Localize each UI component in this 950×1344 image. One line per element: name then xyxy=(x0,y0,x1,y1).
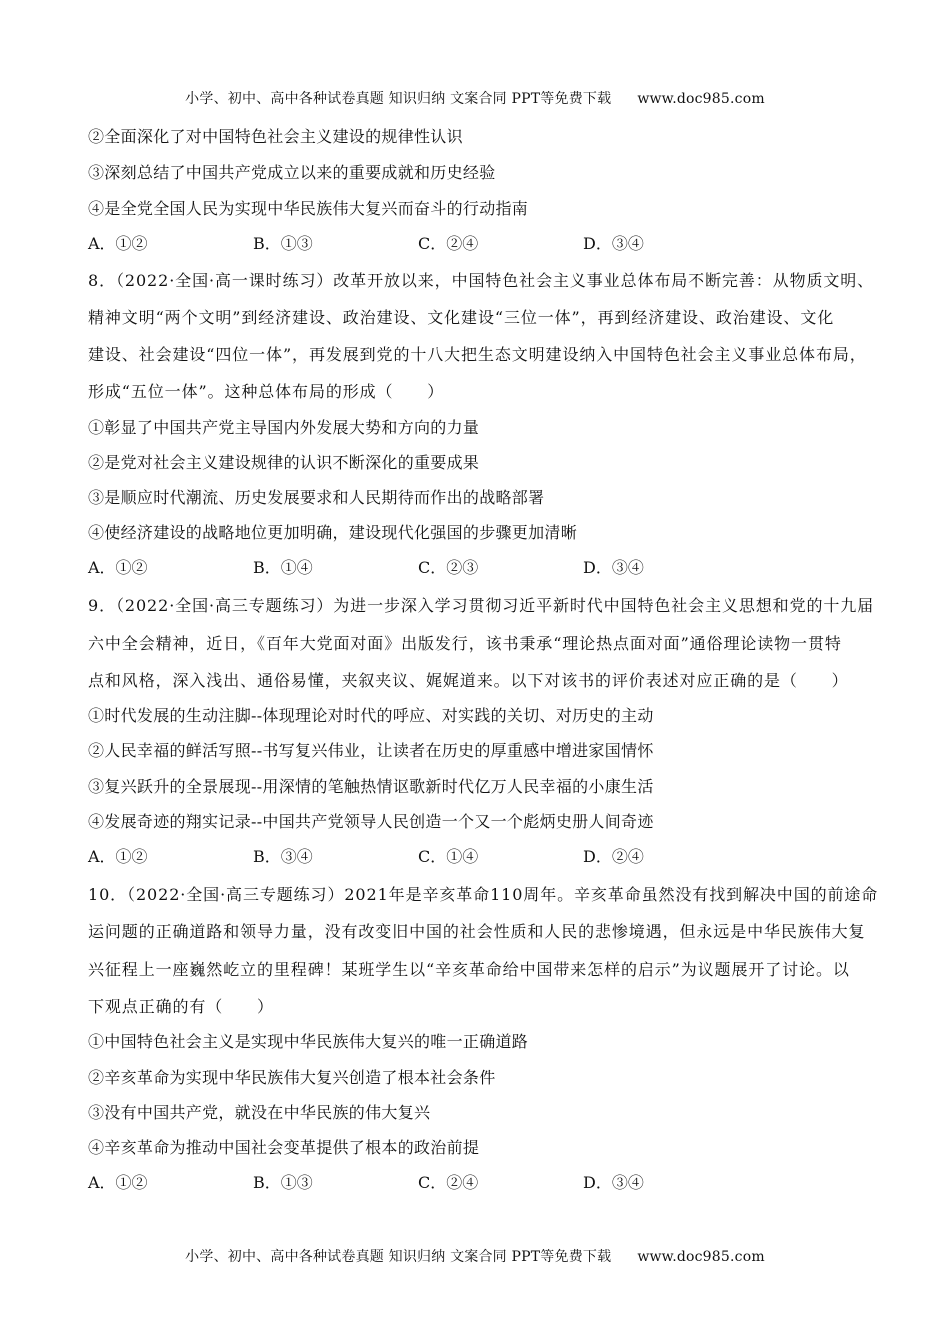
q9-item-3: ③复兴跃升的全景展现--用深情的笔触热情讴歌新时代亿万人民幸福的小康生活 xyxy=(88,777,654,796)
q7-option-a: A．①② xyxy=(88,234,148,253)
q10-item-2: ②辛亥革命为实现中华民族伟大复兴创造了根本社会条件 xyxy=(88,1068,496,1087)
q7-option-d: D．③④ xyxy=(583,234,644,253)
q8-option-a: A．①② xyxy=(88,558,148,577)
q8-item-2: ②是党对社会主义建设规律的认识不断深化的重要成果 xyxy=(88,453,480,472)
q8-item-1: ①彰显了中国共产党主导国内外发展大势和方向的力量 xyxy=(88,418,480,437)
q10-item-3: ③没有中国共产党，就没在中华民族的伟大复兴 xyxy=(88,1103,431,1122)
q10-item-1: ①中国特色社会主义是实现中华民族伟大复兴的唯一正确道路 xyxy=(88,1032,529,1051)
q10-stem-line-1: 10．（2022·全国·高三专题练习）2021年是辛亥革命110周年。辛亥革命虽然没有找到解决中国的前途命 xyxy=(88,885,879,904)
q7-option-c: C．②④ xyxy=(418,234,479,253)
q8-stem-line-3: 建设、社会建设“四位一体”，再发展到党的十八大把生态文明建设纳入中国特色社会主义事业总体布局， xyxy=(88,345,867,364)
q8-stem-line-1: 8．（2022·全国·高一课时练习）改革开放以来，中国特色社会主义事业总体布局不断完善：从物质文明、 xyxy=(88,271,875,290)
q9-item-4: ④发展奇迹的翔实记录--中国共产党领导人民创造一个又一个彪炳史册人间奇迹 xyxy=(88,812,654,831)
q10-option-a: A．①② xyxy=(88,1173,148,1192)
q8-stem-line-2: 精神文明“两个文明”到经济建设、政治建设、文化建设“三位一体”，再到经济建设、政治建设、文化 xyxy=(88,308,835,327)
q7-option-b: B．①③ xyxy=(253,234,313,253)
q9-stem-line-2: 六中全会精神，近日，《百年大党面对面》出版发行，该书秉承“理论热点面对面”通俗理论读物一贯特 xyxy=(88,634,842,653)
q9-option-c: C．①④ xyxy=(418,847,479,866)
q10-item-4: ④辛亥革命为推动中国社会变革提供了根本的政治前提 xyxy=(88,1138,480,1157)
q9-option-b: B．③④ xyxy=(253,847,313,866)
header-site: www.doc985.com xyxy=(637,91,765,107)
q9-stem-line-3: 点和风格，深入浅出、通俗易懂，夹叙夹议、娓娓道来。以下对该书的评价表述对应正确的是（ ） xyxy=(88,671,849,690)
q8-item-4: ④使经济建设的战略地位更加明确，建设现代化强国的步骤更加清晰 xyxy=(88,523,578,542)
q7-item-2: ②全面深化了对中国特色社会主义建设的规律性认识 xyxy=(88,127,463,146)
q7-item-4: ④是全党全国人民为实现中华民族伟大复兴而奋斗的行动指南 xyxy=(88,199,529,218)
q9-stem-line-1: 9．（2022·全国·高三专题练习）为进一步深入学习贯彻习近平新时代中国特色社会主义思想和党的十九届 xyxy=(88,596,875,615)
q10-option-d: D．③④ xyxy=(583,1173,644,1192)
q8-option-b: B．①④ xyxy=(253,558,313,577)
q7-item-3: ③深刻总结了中国共产党成立以来的重要成就和历史经验 xyxy=(88,163,496,182)
q8-option-c: C．②③ xyxy=(418,558,479,577)
header-text: 小学、初中、高中各种试卷真题 知识归纳 文案合同 PPT等免费下载 xyxy=(185,91,612,107)
q8-item-3: ③是顺应时代潮流、历史发展要求和人民期待而作出的战略部署 xyxy=(88,488,545,507)
q9-option-a: A．①② xyxy=(88,847,148,866)
footer-site: www.doc985.com xyxy=(637,1249,765,1265)
q9-item-2: ②人民幸福的鲜活写照--书写复兴伟业，让读者在历史的厚重感中增进家国情怀 xyxy=(88,741,654,760)
q10-stem-line-2: 运问题的正确道路和领导力量，没有改变旧中国的社会性质和人民的悲惨境遇，但永远是中华民族伟大复 xyxy=(88,922,866,941)
q8-stem-line-4: 形成“五位一体”。这种总体布局的形成（ ） xyxy=(88,382,445,401)
q10-option-b: B．①③ xyxy=(253,1173,313,1192)
page-footer xyxy=(0,1246,950,1266)
q8-option-d: D．③④ xyxy=(583,558,644,577)
q10-stem-line-4: 下观点正确的有（ ） xyxy=(88,997,274,1016)
q9-item-1: ①时代发展的生动注脚--体现理论对时代的呼应、对实践的关切、对历史的主动 xyxy=(88,706,654,725)
q10-option-c: C．②④ xyxy=(418,1173,479,1192)
footer-text: 小学、初中、高中各种试卷真题 知识归纳 文案合同 PPT等免费下载 xyxy=(185,1249,612,1265)
q9-option-d: D．②④ xyxy=(583,847,644,866)
q10-stem-line-3: 兴征程上一座巍然屹立的里程碑！某班学生以“辛亥革命给中国带来怎样的启示”为议题展开了讨论。以 xyxy=(88,960,850,979)
page-header xyxy=(0,88,950,108)
